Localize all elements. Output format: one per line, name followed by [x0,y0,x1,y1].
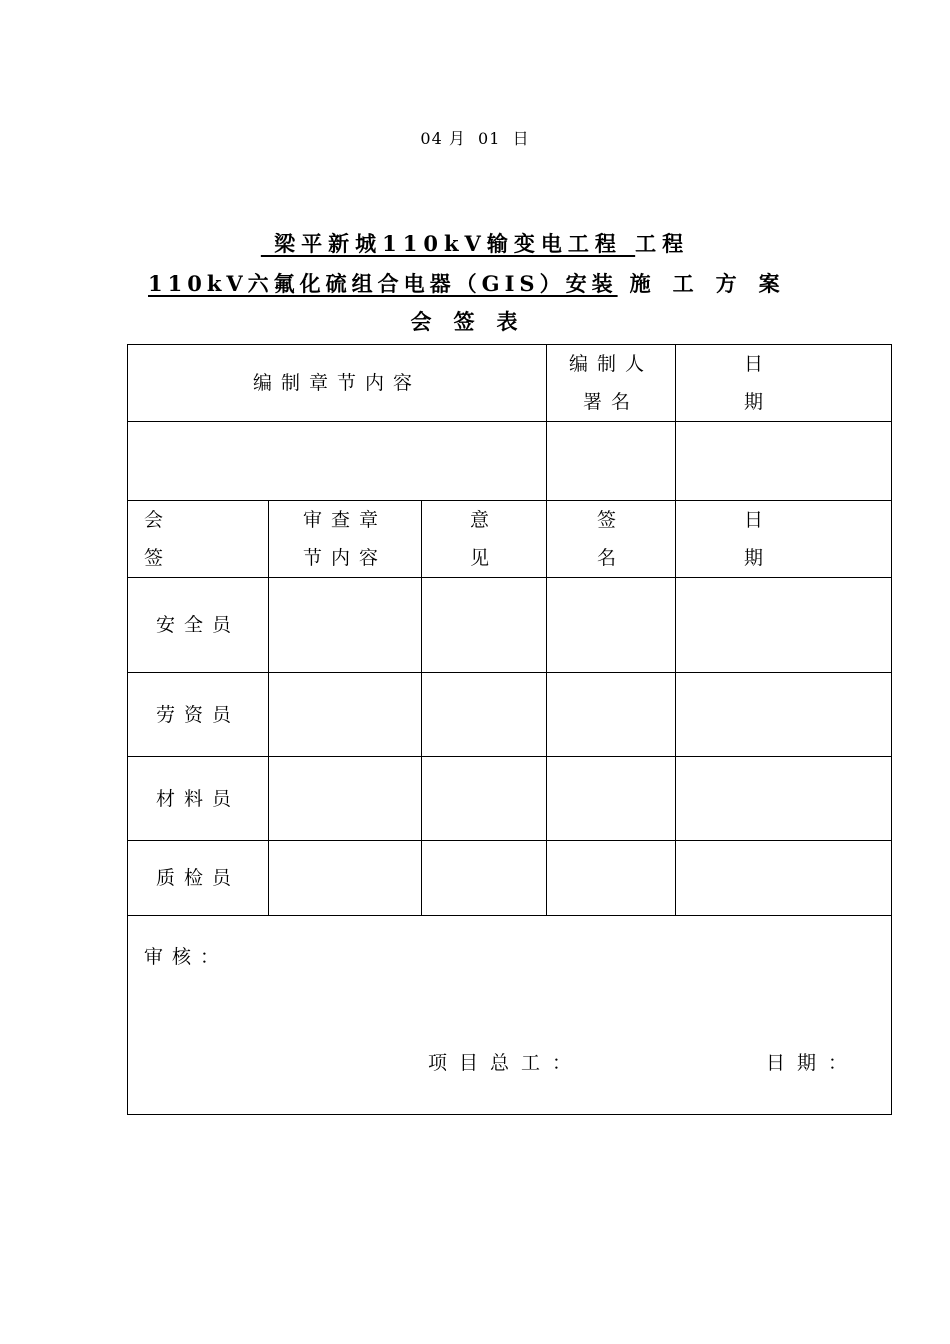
document-date: 04 月 01 日 [420,129,530,148]
date-cell[interactable] [676,841,892,916]
section-content-cell[interactable] [128,422,547,501]
review-row [128,916,892,1115]
compiler-signature-cell[interactable] [547,422,676,501]
section-content-header: 编制章节内容 [128,345,547,422]
scheme-title [148,268,802,298]
table-row [128,757,892,841]
scheme-subject: 110kV六氟化硫组合电器（GIS）安装 [148,271,618,296]
signature-cell[interactable] [547,841,676,916]
date-cell[interactable] [676,578,892,673]
review-section-cell[interactable] [269,841,422,916]
form-title: 会签表 [410,309,540,334]
review-section-header: 审查章 节内容 [269,501,422,578]
opinion-cell[interactable] [422,841,547,916]
compile-date-cell[interactable] [676,422,892,501]
compile-entry-row [128,422,892,501]
project-title [0,228,950,258]
scheme-suffix: 施工方案 [629,271,802,296]
review-label: 审核： [144,946,229,968]
compiler-signature-header: 编制人 署名 [547,345,676,422]
sign-date-header: 日 期 [676,501,892,578]
signature-cell[interactable] [547,757,676,841]
role-label: 安全员 [128,578,269,673]
opinion-cell[interactable] [422,757,547,841]
date-header: 日 期 [676,345,892,422]
countersign-table [127,344,892,1115]
signature-cell[interactable] [547,578,676,673]
review-section-cell[interactable] [269,757,422,841]
date-cell[interactable] [676,673,892,757]
date-cell[interactable] [676,757,892,841]
opinion-cell[interactable] [422,578,547,673]
table-row [128,673,892,757]
role-label: 质检员 [128,841,269,916]
compile-header-row [128,345,892,422]
chief-engineer-label: 项目总工： [428,1052,584,1074]
review-section-cell[interactable] [269,673,422,757]
signature-header: 签 名 [547,501,676,578]
project-name: 梁平新城110kV输变电工程 [260,231,636,256]
table-row [128,841,892,916]
role-label: 材料员 [128,757,269,841]
opinion-cell[interactable] [422,673,547,757]
review-cell[interactable] [128,916,892,1115]
role-label: 劳资员 [128,673,269,757]
project-suffix: 工程 [635,231,690,256]
countersign-header-row [128,501,892,578]
review-date-label: 日期： [766,1052,860,1074]
signature-cell[interactable] [547,673,676,757]
opinion-header: 意 见 [422,501,547,578]
table-row [128,578,892,673]
review-section-cell[interactable] [269,578,422,673]
countersign-header: 会 签 [128,501,269,578]
